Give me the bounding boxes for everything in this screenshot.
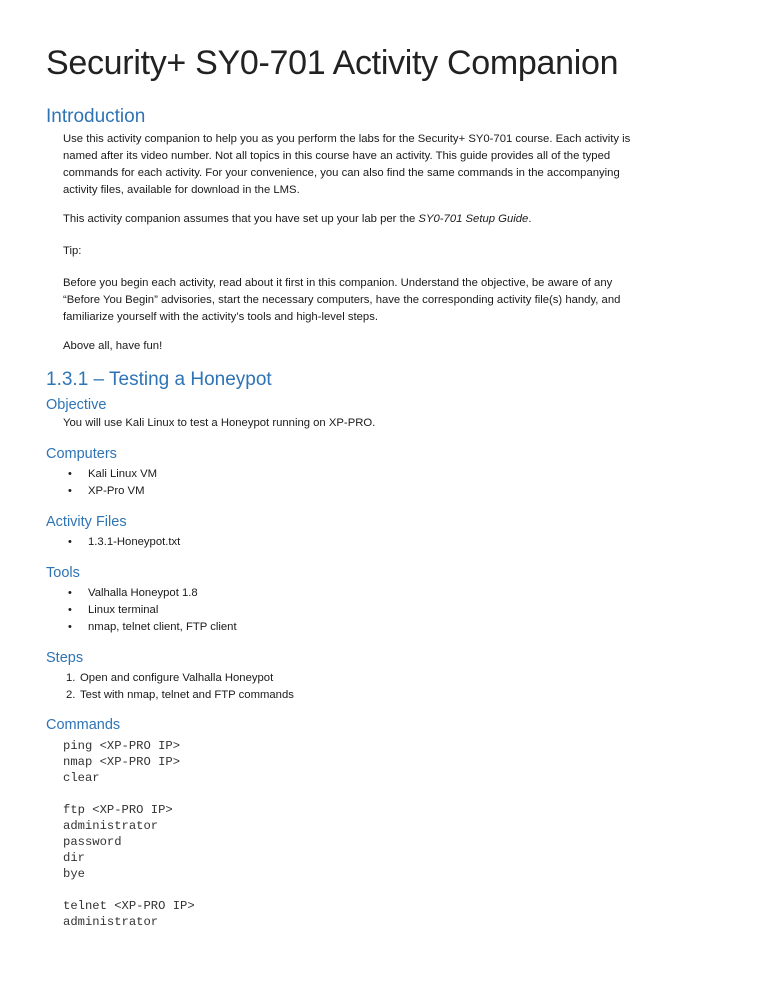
command-line: administrator — [63, 819, 159, 833]
intro-p3-line: “Before You Begin” advisories, start the necessary computers, have the corresponding activity file(s) handy, and — [63, 294, 621, 306]
commands-block — [63, 738, 195, 930]
bullet-icon: • — [68, 587, 72, 599]
list-item — [66, 687, 294, 704]
list-item — [66, 585, 237, 602]
computer-name: Kali Linux VM — [88, 468, 158, 480]
bullet-icon: • — [68, 621, 72, 633]
file-name: 1.3.1-Honeypot.txt — [88, 536, 181, 548]
document-title: Security+ SY0-701 Activity Companion — [46, 44, 619, 82]
bullet-icon: • — [68, 604, 72, 616]
command-line: telnet <XP-PRO IP> — [63, 899, 195, 913]
command-line: ftp <XP-PRO IP> — [63, 803, 173, 817]
computers-list — [66, 466, 157, 500]
list-item — [66, 483, 157, 500]
steps-list — [66, 670, 294, 704]
command-line: administrator — [63, 915, 159, 929]
activity-files-list — [66, 534, 180, 551]
list-item — [66, 466, 157, 483]
intro-paragraph-3 — [63, 275, 735, 326]
intro-paragraph-2 — [63, 211, 735, 228]
step-text: Test with nmap, telnet and FTP commands — [80, 689, 294, 701]
tools-heading: Tools — [46, 565, 80, 581]
bullet-icon: • — [68, 485, 72, 497]
tool-name: nmap, telnet client, FTP client — [88, 621, 237, 633]
objective-text: You will use Kali Linux to test a Honeypot running on XP-PRO. — [63, 417, 376, 429]
bullet-icon: • — [68, 468, 72, 480]
command-line: bye — [63, 867, 85, 881]
computer-name: XP-Pro VM — [88, 485, 145, 497]
bullet-icon: • — [68, 536, 72, 548]
intro-p1-line: Use this activity companion to help you as you perform the labs for the Security+ SY0-701 course. Each activity is — [63, 133, 631, 145]
command-line: password — [63, 835, 122, 849]
activity-files-heading: Activity Files — [46, 514, 127, 530]
intro-p1-line: named after its video number. Not all topics in this course have an activity. This guide provides all of the typed — [63, 150, 611, 162]
intro-paragraph-1 — [63, 131, 735, 199]
computers-heading: Computers — [46, 446, 117, 462]
activity-heading: 1.3.1 – Testing a Honeypot — [46, 369, 272, 390]
step-number: 1. — [66, 672, 76, 684]
intro-p3-line: Before you begin each activity, read about it first in this companion. Understand the objective, be aware of any — [63, 277, 613, 289]
intro-p1-line: activity files, available for download in the LMS. — [63, 184, 300, 196]
intro-p3-line: familiarize yourself with the activity’s tools and high-level steps. — [63, 311, 378, 323]
command-line: nmap <XP-PRO IP> — [63, 755, 181, 769]
list-item — [66, 619, 237, 636]
intro-p2-suffix: . — [528, 213, 532, 225]
tools-list — [66, 585, 237, 636]
objective-heading: Objective — [46, 397, 107, 413]
setup-guide-reference: SY0-701 Setup Guide — [418, 213, 529, 225]
command-line: clear — [63, 771, 100, 785]
commands-heading: Commands — [46, 717, 121, 733]
intro-p1-line: commands for each activity. For your convenience, you can also find the same commands in the accompanying — [63, 167, 620, 179]
command-line — [63, 882, 195, 898]
command-line — [63, 786, 195, 802]
tool-name: Valhalla Honeypot 1.8 — [88, 587, 198, 599]
command-line: dir — [63, 851, 85, 865]
tip-label: Tip: — [63, 245, 82, 257]
step-text: Open and configure Valhalla Honeypot — [80, 672, 274, 684]
steps-heading: Steps — [46, 650, 84, 666]
list-item — [66, 602, 237, 619]
tool-name: Linux terminal — [88, 604, 159, 616]
intro-heading: Introduction — [46, 106, 146, 127]
list-item — [66, 670, 294, 687]
step-number: 2. — [66, 689, 76, 701]
intro-paragraph-4: Above all, have fun! — [63, 340, 163, 352]
intro-p2-prefix: This activity companion assumes that you have set up your lab per the — [63, 213, 419, 225]
list-item — [66, 534, 180, 551]
command-line: ping <XP-PRO IP> — [63, 739, 181, 753]
